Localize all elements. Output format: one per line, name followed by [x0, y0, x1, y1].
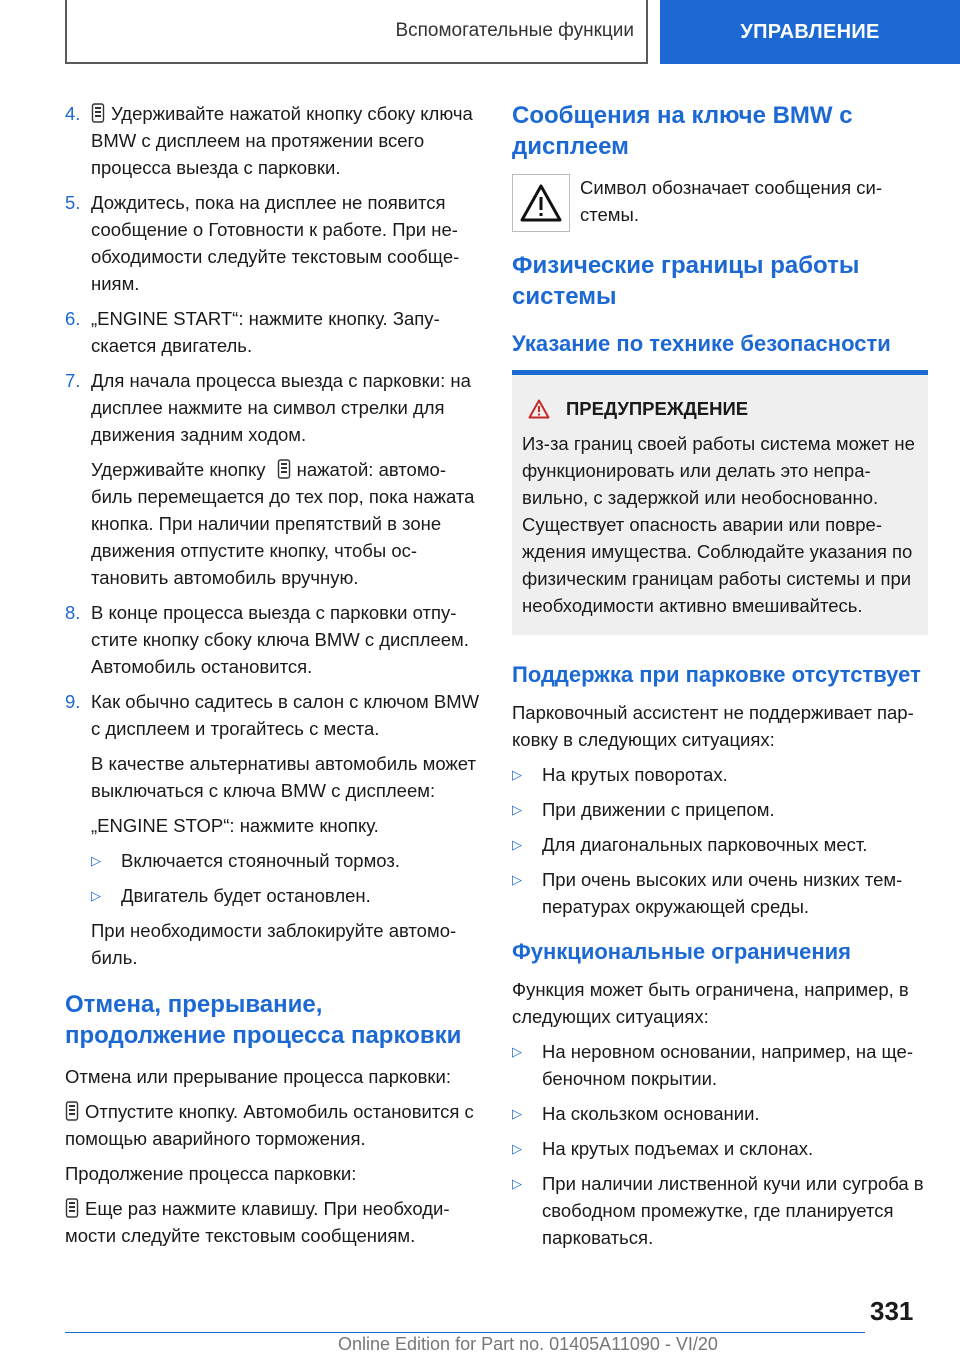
no-support-list [512, 761, 928, 920]
cancel-paragraph: Продолжение процесса парковки: [65, 1163, 357, 1184]
message-symbol-row [512, 174, 928, 232]
warning-triangle-icon [512, 174, 570, 232]
step-4 [65, 100, 480, 181]
triangle-bullet-icon: ▷ [512, 767, 522, 782]
list-item: ▷ На скользком основании. [512, 1100, 928, 1127]
list-item: ▷ При наличии лиственной кучи или сугроба в свободном промежутке, где планируется парковаться. [512, 1170, 928, 1251]
warning-triangle-icon [528, 399, 550, 419]
warning-text: Из-за границ своей работы система может не функционировать или делать это неправильно, с задержкой или необоснованно. Существует опасность аварии или повреждения имущества. Соблюдайте указания по физическим границам работы системы и при необходимости активно вмешивайтесь. [522, 433, 915, 616]
triangle-bullet-icon: ▷ [512, 872, 522, 887]
list-item: ▷ Двигатель будет остановлен. [91, 882, 480, 909]
list-item: ▷ При очень высоких или очень низких температурах окружающей среды. [512, 866, 928, 920]
header-section-tab [65, 0, 648, 64]
list-item: ▷ На неровном основании, например, на щебеночном покрытии. [512, 1038, 928, 1092]
display-key-icon [65, 1198, 79, 1218]
warning-label: ПРЕДУПРЕЖДЕНИЕ [566, 398, 749, 419]
func-limits-title: Функциональные ограничения [512, 939, 851, 964]
display-key-icon [65, 1101, 79, 1121]
step-text: „ENGINE STOP“: нажмите кнопку. [91, 815, 379, 836]
footer-divider [65, 1332, 865, 1333]
triangle-bullet-icon: ▷ [512, 837, 522, 852]
list-item: ▷ На крутых подъемах и склонах. [512, 1135, 928, 1162]
footer-edition: Online Edition for Part no. 01405A11090 - VI/20 [338, 1334, 718, 1354]
step-text: Удерживайте нажатой кнопку сбоку ключа BMW с дисплеем на протяжении всего процесса выезда с парковки. [91, 103, 473, 178]
list-item: ▷ На крутых поворотах. [512, 761, 928, 788]
triangle-bullet-icon: ▷ [91, 888, 101, 903]
page-number: 331 [870, 1296, 914, 1326]
step-text: Удерживайте кнопку [91, 459, 266, 480]
triangle-bullet-icon: ▷ [512, 1106, 522, 1121]
header-section-label: Вспомогательные функции [395, 20, 634, 41]
step-text: В конце процесса выезда с парковки отпустите кнопку сбоку ключа BMW с дисплеем. Автомобиль остановится. [91, 602, 469, 677]
step-text: Как обычно садитесь в салон с ключом BMW с дисплеем и трогайтесь с места. [91, 691, 480, 739]
list-item: ▷ Включается стояночный тормоз. [91, 847, 480, 874]
no-support-title: Поддержка при парковке отсутствует [512, 662, 921, 687]
messages-description: Символ обозначает сообщения системы. [580, 177, 883, 225]
header-chapter-label: УПРАВЛЕНИЕ [740, 20, 880, 43]
step-8 [65, 599, 480, 680]
header-chapter-tab [660, 0, 960, 64]
safety-title: Указание по технике безопасности [512, 331, 891, 356]
step-text: В качестве альтернативы автомобиль может выключаться с ключа BMW с дисплеем: [91, 753, 476, 801]
step-number: 5. [65, 192, 81, 213]
list-item: ▷ При движении с прицепом. [512, 796, 928, 823]
step-text: При необходимости заблокируйте автомобиль. [91, 920, 457, 968]
right-column [512, 100, 928, 1259]
triangle-bullet-icon: ▷ [512, 1044, 522, 1059]
cancel-paragraph: Еще раз нажмите клавишу. При необходимости следуйте текстовым сообщениям. [65, 1198, 450, 1246]
step-9-bullets [91, 847, 480, 909]
cancel-paragraph: Отмена или прерывание процесса парковки: [65, 1066, 451, 1087]
messages-title: Сообщения на ключе BMW с дисплеем [512, 102, 853, 160]
left-column [65, 100, 480, 1257]
step-text: „ENGINE START“: нажмите кнопку. Запускается двигатель. [91, 308, 440, 356]
triangle-bullet-icon: ▷ [512, 1176, 522, 1191]
triangle-bullet-icon: ▷ [512, 1141, 522, 1156]
step-number: 8. [65, 602, 81, 623]
func-limits-intro: Функция может быть ограничена, например, в следующих ситуациях: [512, 979, 909, 1027]
step-9 [65, 688, 480, 971]
step-number: 7. [65, 370, 81, 391]
triangle-bullet-icon: ▷ [512, 802, 522, 817]
step-number: 6. [65, 308, 81, 329]
list-item: ▷ Для диагональных парковочных мест. [512, 831, 928, 858]
limits-title: Физические границы работы системы [512, 252, 860, 310]
func-limits-list [512, 1038, 928, 1251]
cancel-paragraph: Отпустите кнопку. Автомобиль остановится с помощью аварийного торможения. [65, 1101, 474, 1149]
step-text: Дождитесь, пока на дисплее не появится сообщение о Готовности к работе. При необходимости следуйте текстовым сообщениям. [91, 192, 460, 294]
step-text: Для начала процесса выезда с парковки: на дисплее нажмите на символ стрелки для движения задним ходом. [91, 370, 471, 445]
triangle-bullet-icon: ▷ [91, 853, 101, 868]
step-5 [65, 189, 480, 297]
step-number: 9. [65, 691, 81, 712]
no-support-intro: Парковочный ассистент не поддерживает парковку в следующих ситуациях: [512, 702, 914, 750]
cancel-section-title: Отмена, прерывание, продолжение процесса парковки [65, 991, 462, 1049]
warning-box [512, 375, 928, 635]
step-text: нажатой: автомобиль перемещается до тех пор, пока нажата кнопка. При наличии препятствий в зоне движения отпустите кнопку, чтобы остановить автомобиль вручную. [91, 459, 475, 588]
step-number: 4. [65, 103, 81, 124]
step-7 [65, 367, 480, 591]
display-key-icon [277, 459, 291, 479]
display-key-icon [91, 103, 105, 123]
step-6 [65, 305, 480, 359]
